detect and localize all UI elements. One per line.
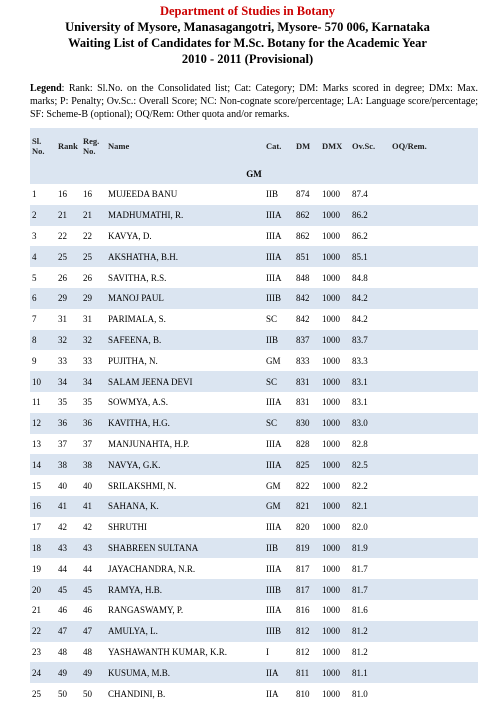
- table-row: [30, 621, 478, 642]
- cell-dm: 837: [294, 330, 320, 351]
- cell-slno: 13: [30, 434, 56, 455]
- column-header-dmx: DMX: [320, 128, 350, 164]
- cell-dm: 874: [294, 184, 320, 205]
- cell-regno: 46: [81, 600, 106, 621]
- table-row: [30, 392, 478, 413]
- cell-regno: 32: [81, 330, 106, 351]
- cell-name: JAYACHANDRA, N.R.: [106, 558, 264, 579]
- table-row: [30, 226, 478, 247]
- cell-dm: 851: [294, 246, 320, 267]
- cell-oqrem: [390, 538, 478, 559]
- cell-slno: 9: [30, 350, 56, 371]
- department-title: Department of Studies in Botany: [159, 4, 335, 18]
- cell-ovsc: 84.2: [350, 309, 390, 330]
- cell-ovsc: 81.2: [350, 621, 390, 642]
- cell-slno: 16: [30, 496, 56, 517]
- cell-rank: 16: [56, 184, 81, 205]
- cell-slno: 2: [30, 205, 56, 226]
- cell-regno: 26: [81, 267, 106, 288]
- cell-dm: 862: [294, 226, 320, 247]
- cell-oqrem: [390, 205, 478, 226]
- column-header-name: Name: [106, 128, 264, 164]
- cell-dm: 833: [294, 350, 320, 371]
- table-row: [30, 288, 478, 309]
- cell-dm: 842: [294, 309, 320, 330]
- cell-rank: 32: [56, 330, 81, 351]
- cell-oqrem: [390, 309, 478, 330]
- cell-rank: 46: [56, 600, 81, 621]
- cell-oqrem: [390, 517, 478, 538]
- cell-dmx: 1000: [320, 226, 350, 247]
- cell-oqrem: [390, 600, 478, 621]
- cell-slno: 5: [30, 267, 56, 288]
- cell-oqrem: [390, 454, 478, 475]
- cell-oqrem: [390, 496, 478, 517]
- cell-dmx: 1000: [320, 454, 350, 475]
- cell-ovsc: 83.7: [350, 330, 390, 351]
- cell-name: RANGASWAMY, P.: [106, 600, 264, 621]
- table-row: [30, 517, 478, 538]
- cell-slno: 3: [30, 226, 56, 247]
- cell-dm: 825: [294, 454, 320, 475]
- table-row: [30, 205, 478, 226]
- cell-dmx: 1000: [320, 267, 350, 288]
- cell-dmx: 1000: [320, 662, 350, 683]
- cell-rank: 31: [56, 309, 81, 330]
- cell-slno: 20: [30, 579, 56, 600]
- cell-cat: IIIA: [264, 226, 294, 247]
- cell-cat: IIA: [264, 683, 294, 704]
- cell-dmx: 1000: [320, 371, 350, 392]
- cell-dm: 822: [294, 475, 320, 496]
- cell-ovsc: 82.2: [350, 475, 390, 496]
- cell-name: PUJITHA, N.: [106, 350, 264, 371]
- cell-rank: 44: [56, 558, 81, 579]
- university-title: University of Mysore, Manasagangotri, Mysore- 570 006, Karnataka: [65, 20, 430, 34]
- cell-dm: 819: [294, 538, 320, 559]
- cell-oqrem: [390, 392, 478, 413]
- table-row: [30, 538, 478, 559]
- cell-rank: 21: [56, 205, 81, 226]
- table-row: [30, 371, 478, 392]
- cell-ovsc: 84.2: [350, 288, 390, 309]
- group-label: GM: [30, 164, 478, 184]
- cell-ovsc: 83.1: [350, 392, 390, 413]
- cell-oqrem: [390, 350, 478, 371]
- cell-regno: 31: [81, 309, 106, 330]
- list-title: Waiting List of Candidates for M.Sc. Botany for the Academic Year: [68, 36, 427, 50]
- table-row: [30, 683, 478, 704]
- column-header-cat: Cat.: [264, 128, 294, 164]
- cell-dm: 820: [294, 517, 320, 538]
- cell-dmx: 1000: [320, 330, 350, 351]
- cell-rank: 48: [56, 642, 81, 663]
- cell-name: MANOJ PAUL: [106, 288, 264, 309]
- cell-name: AKSHATHA, B.H.: [106, 246, 264, 267]
- column-header-ovsc: Ov.Sc.: [350, 128, 390, 164]
- cell-regno: 40: [81, 475, 106, 496]
- cell-slno: 14: [30, 454, 56, 475]
- cell-cat: SC: [264, 371, 294, 392]
- table-row: [30, 579, 478, 600]
- cell-cat: IIIA: [264, 558, 294, 579]
- cell-rank: 29: [56, 288, 81, 309]
- table-row: [30, 496, 478, 517]
- cell-ovsc: 81.6: [350, 600, 390, 621]
- group-row: [30, 164, 478, 184]
- cell-ovsc: 86.2: [350, 205, 390, 226]
- cell-oqrem: [390, 662, 478, 683]
- cell-ovsc: 83.1: [350, 371, 390, 392]
- cell-cat: SC: [264, 309, 294, 330]
- cell-regno: 48: [81, 642, 106, 663]
- cell-cat: GM: [264, 475, 294, 496]
- cell-ovsc: 82.5: [350, 454, 390, 475]
- cell-name: SAFEENA, B.: [106, 330, 264, 351]
- cell-rank: 41: [56, 496, 81, 517]
- cell-slno: 6: [30, 288, 56, 309]
- cell-dmx: 1000: [320, 246, 350, 267]
- table-row: [30, 662, 478, 683]
- cell-dm: 821: [294, 496, 320, 517]
- cell-regno: 35: [81, 392, 106, 413]
- cell-cat: IIIA: [264, 267, 294, 288]
- cell-rank: 43: [56, 538, 81, 559]
- cell-name: SAHANA, K.: [106, 496, 264, 517]
- cell-regno: 41: [81, 496, 106, 517]
- cell-dmx: 1000: [320, 392, 350, 413]
- cell-dmx: 1000: [320, 205, 350, 226]
- cell-name: NAVYA, G.K.: [106, 454, 264, 475]
- cell-slno: 23: [30, 642, 56, 663]
- cell-regno: 34: [81, 371, 106, 392]
- table-header-row: [30, 128, 478, 164]
- cell-slno: 7: [30, 309, 56, 330]
- cell-dm: 811: [294, 662, 320, 683]
- cell-cat: IIB: [264, 330, 294, 351]
- column-header-regno: Reg. No.: [81, 128, 106, 164]
- cell-dmx: 1000: [320, 642, 350, 663]
- column-header-rank: Rank: [56, 128, 81, 164]
- table-row: [30, 434, 478, 455]
- cell-dm: 830: [294, 413, 320, 434]
- table-row: [30, 475, 478, 496]
- cell-name: MANJUNAHTA, H.P.: [106, 434, 264, 455]
- cell-cat: IIIB: [264, 621, 294, 642]
- cell-dmx: 1000: [320, 621, 350, 642]
- cell-dmx: 1000: [320, 600, 350, 621]
- cell-dm: 812: [294, 621, 320, 642]
- cell-name: CHANDINI, B.: [106, 683, 264, 704]
- cell-dmx: 1000: [320, 413, 350, 434]
- cell-slno: 1: [30, 184, 56, 205]
- cell-name: KAVYA, D.: [106, 226, 264, 247]
- cell-dmx: 1000: [320, 309, 350, 330]
- legend-label: Legend: [30, 83, 62, 94]
- cell-ovsc: 81.1: [350, 662, 390, 683]
- cell-dm: 842: [294, 288, 320, 309]
- cell-regno: 44: [81, 558, 106, 579]
- table-row: [30, 309, 478, 330]
- cell-regno: 29: [81, 288, 106, 309]
- cell-oqrem: [390, 558, 478, 579]
- cell-ovsc: 81.9: [350, 538, 390, 559]
- cell-dmx: 1000: [320, 475, 350, 496]
- cell-slno: 17: [30, 517, 56, 538]
- cell-name: KUSUMA, M.B.: [106, 662, 264, 683]
- cell-cat: IIA: [264, 662, 294, 683]
- cell-regno: 47: [81, 621, 106, 642]
- cell-regno: 42: [81, 517, 106, 538]
- cell-slno: 18: [30, 538, 56, 559]
- cell-slno: 21: [30, 600, 56, 621]
- cell-oqrem: [390, 642, 478, 663]
- cell-dm: 831: [294, 392, 320, 413]
- column-header-dm: DM: [294, 128, 320, 164]
- table-row: [30, 184, 478, 205]
- cell-oqrem: [390, 267, 478, 288]
- cell-rank: 25: [56, 246, 81, 267]
- cell-slno: 24: [30, 662, 56, 683]
- cell-dm: 812: [294, 642, 320, 663]
- cell-ovsc: 87.4: [350, 184, 390, 205]
- cell-ovsc: 84.8: [350, 267, 390, 288]
- cell-regno: 38: [81, 454, 106, 475]
- cell-rank: 36: [56, 413, 81, 434]
- cell-cat: IIIA: [264, 454, 294, 475]
- cell-ovsc: 82.0: [350, 517, 390, 538]
- cell-name: RAMYA, H.B.: [106, 579, 264, 600]
- table-row: [30, 558, 478, 579]
- cell-oqrem: [390, 330, 478, 351]
- cell-cat: IIIA: [264, 205, 294, 226]
- cell-slno: 15: [30, 475, 56, 496]
- table-row: [30, 246, 478, 267]
- cell-rank: 35: [56, 392, 81, 413]
- cell-cat: GM: [264, 496, 294, 517]
- cell-dmx: 1000: [320, 517, 350, 538]
- cell-dm: 817: [294, 579, 320, 600]
- cell-regno: 25: [81, 246, 106, 267]
- cell-name: YASHAWANTH KUMAR, K.R.: [106, 642, 264, 663]
- cell-rank: 49: [56, 662, 81, 683]
- cell-dm: 816: [294, 600, 320, 621]
- cell-dmx: 1000: [320, 683, 350, 704]
- cell-ovsc: 86.2: [350, 226, 390, 247]
- cell-rank: 26: [56, 267, 81, 288]
- legend-paragraph: [30, 82, 478, 121]
- cell-rank: 40: [56, 475, 81, 496]
- table-row: [30, 454, 478, 475]
- cell-slno: 19: [30, 558, 56, 579]
- cell-cat: IIIB: [264, 288, 294, 309]
- cell-rank: 33: [56, 350, 81, 371]
- legend-text: : Rank: Sl.No. on the Consolidated list; Cat: Category; DM: Marks scored in degree; DMx: Max. marks; P: Penalty; Ov.Sc.: Overall Score; NC: Non-cognate score/percentage; LA: Language score/percentage; SF: Scheme-B (optional); OQ/Rem: Other quota and/or remarks.: [30, 83, 478, 120]
- cell-ovsc: 83.3: [350, 350, 390, 371]
- table-row: [30, 413, 478, 434]
- cell-oqrem: [390, 184, 478, 205]
- cell-name: SALAM JEENA DEVI: [106, 371, 264, 392]
- cell-rank: 34: [56, 371, 81, 392]
- cell-oqrem: [390, 413, 478, 434]
- column-header-oqrem: OQ/Rem.: [390, 128, 478, 164]
- cell-rank: 22: [56, 226, 81, 247]
- cell-dm: 817: [294, 558, 320, 579]
- cell-name: SOWMYA, A.S.: [106, 392, 264, 413]
- cell-regno: 22: [81, 226, 106, 247]
- cell-name: SHABREEN SULTANA: [106, 538, 264, 559]
- cell-regno: 37: [81, 434, 106, 455]
- cell-name: MUJEEDA BANU: [106, 184, 264, 205]
- cell-regno: 50: [81, 683, 106, 704]
- cell-cat: IIIA: [264, 517, 294, 538]
- cell-dmx: 1000: [320, 579, 350, 600]
- cell-dmx: 1000: [320, 558, 350, 579]
- cell-slno: 22: [30, 621, 56, 642]
- cell-oqrem: [390, 579, 478, 600]
- cell-regno: 21: [81, 205, 106, 226]
- cell-rank: 45: [56, 579, 81, 600]
- cell-name: KAVITHA, H.G.: [106, 413, 264, 434]
- cell-dm: 862: [294, 205, 320, 226]
- cell-regno: 43: [81, 538, 106, 559]
- cell-name: PARIMALA, S.: [106, 309, 264, 330]
- cell-oqrem: [390, 683, 478, 704]
- cell-oqrem: [390, 434, 478, 455]
- table-row: [30, 267, 478, 288]
- cell-ovsc: 81.2: [350, 642, 390, 663]
- cell-oqrem: [390, 226, 478, 247]
- cell-oqrem: [390, 246, 478, 267]
- table-row: [30, 350, 478, 371]
- cell-ovsc: 83.0: [350, 413, 390, 434]
- cell-name: MADHUMATHI, R.: [106, 205, 264, 226]
- cell-regno: 45: [81, 579, 106, 600]
- cell-slno: 8: [30, 330, 56, 351]
- cell-ovsc: 81.0: [350, 683, 390, 704]
- cell-cat: I: [264, 642, 294, 663]
- cell-oqrem: [390, 288, 478, 309]
- table-row: [30, 330, 478, 351]
- cell-dm: 848: [294, 267, 320, 288]
- table-row: [30, 642, 478, 663]
- cell-ovsc: 81.7: [350, 558, 390, 579]
- cell-cat: SC: [264, 413, 294, 434]
- cell-slno: 10: [30, 371, 56, 392]
- cell-cat: IIB: [264, 184, 294, 205]
- cell-cat: IIIA: [264, 392, 294, 413]
- cell-ovsc: 82.8: [350, 434, 390, 455]
- cell-dmx: 1000: [320, 496, 350, 517]
- cell-regno: 49: [81, 662, 106, 683]
- table-row: [30, 600, 478, 621]
- cell-ovsc: 81.7: [350, 579, 390, 600]
- cell-name: SAVITHA, R.S.: [106, 267, 264, 288]
- cell-rank: 50: [56, 683, 81, 704]
- cell-cat: IIIA: [264, 600, 294, 621]
- cell-dmx: 1000: [320, 184, 350, 205]
- cell-regno: 33: [81, 350, 106, 371]
- waiting-list-table: [30, 128, 478, 704]
- cell-dmx: 1000: [320, 538, 350, 559]
- cell-dm: 828: [294, 434, 320, 455]
- cell-rank: 42: [56, 517, 81, 538]
- cell-regno: 36: [81, 413, 106, 434]
- cell-slno: 12: [30, 413, 56, 434]
- cell-rank: 37: [56, 434, 81, 455]
- cell-regno: 16: [81, 184, 106, 205]
- cell-cat: IIIA: [264, 434, 294, 455]
- cell-dm: 831: [294, 371, 320, 392]
- cell-cat: GM: [264, 350, 294, 371]
- cell-oqrem: [390, 371, 478, 392]
- cell-cat: IIIA: [264, 246, 294, 267]
- cell-oqrem: [390, 621, 478, 642]
- cell-dm: 810: [294, 683, 320, 704]
- cell-oqrem: [390, 475, 478, 496]
- academic-year: 2010 - 2011 (Provisional): [181, 52, 314, 66]
- cell-slno: 11: [30, 392, 56, 413]
- cell-cat: IIB: [264, 538, 294, 559]
- cell-dmx: 1000: [320, 288, 350, 309]
- cell-slno: 25: [30, 683, 56, 704]
- cell-rank: 47: [56, 621, 81, 642]
- cell-ovsc: 82.1: [350, 496, 390, 517]
- cell-rank: 38: [56, 454, 81, 475]
- cell-dmx: 1000: [320, 350, 350, 371]
- cell-name: AMULYA, L.: [106, 621, 264, 642]
- cell-ovsc: 85.1: [350, 246, 390, 267]
- cell-dmx: 1000: [320, 434, 350, 455]
- cell-slno: 4: [30, 246, 56, 267]
- cell-cat: IIIB: [264, 579, 294, 600]
- cell-name: SHRUTHI: [106, 517, 264, 538]
- cell-name: SRILAKSHMI, N.: [106, 475, 264, 496]
- column-header-slno: Sl. No.: [30, 128, 56, 164]
